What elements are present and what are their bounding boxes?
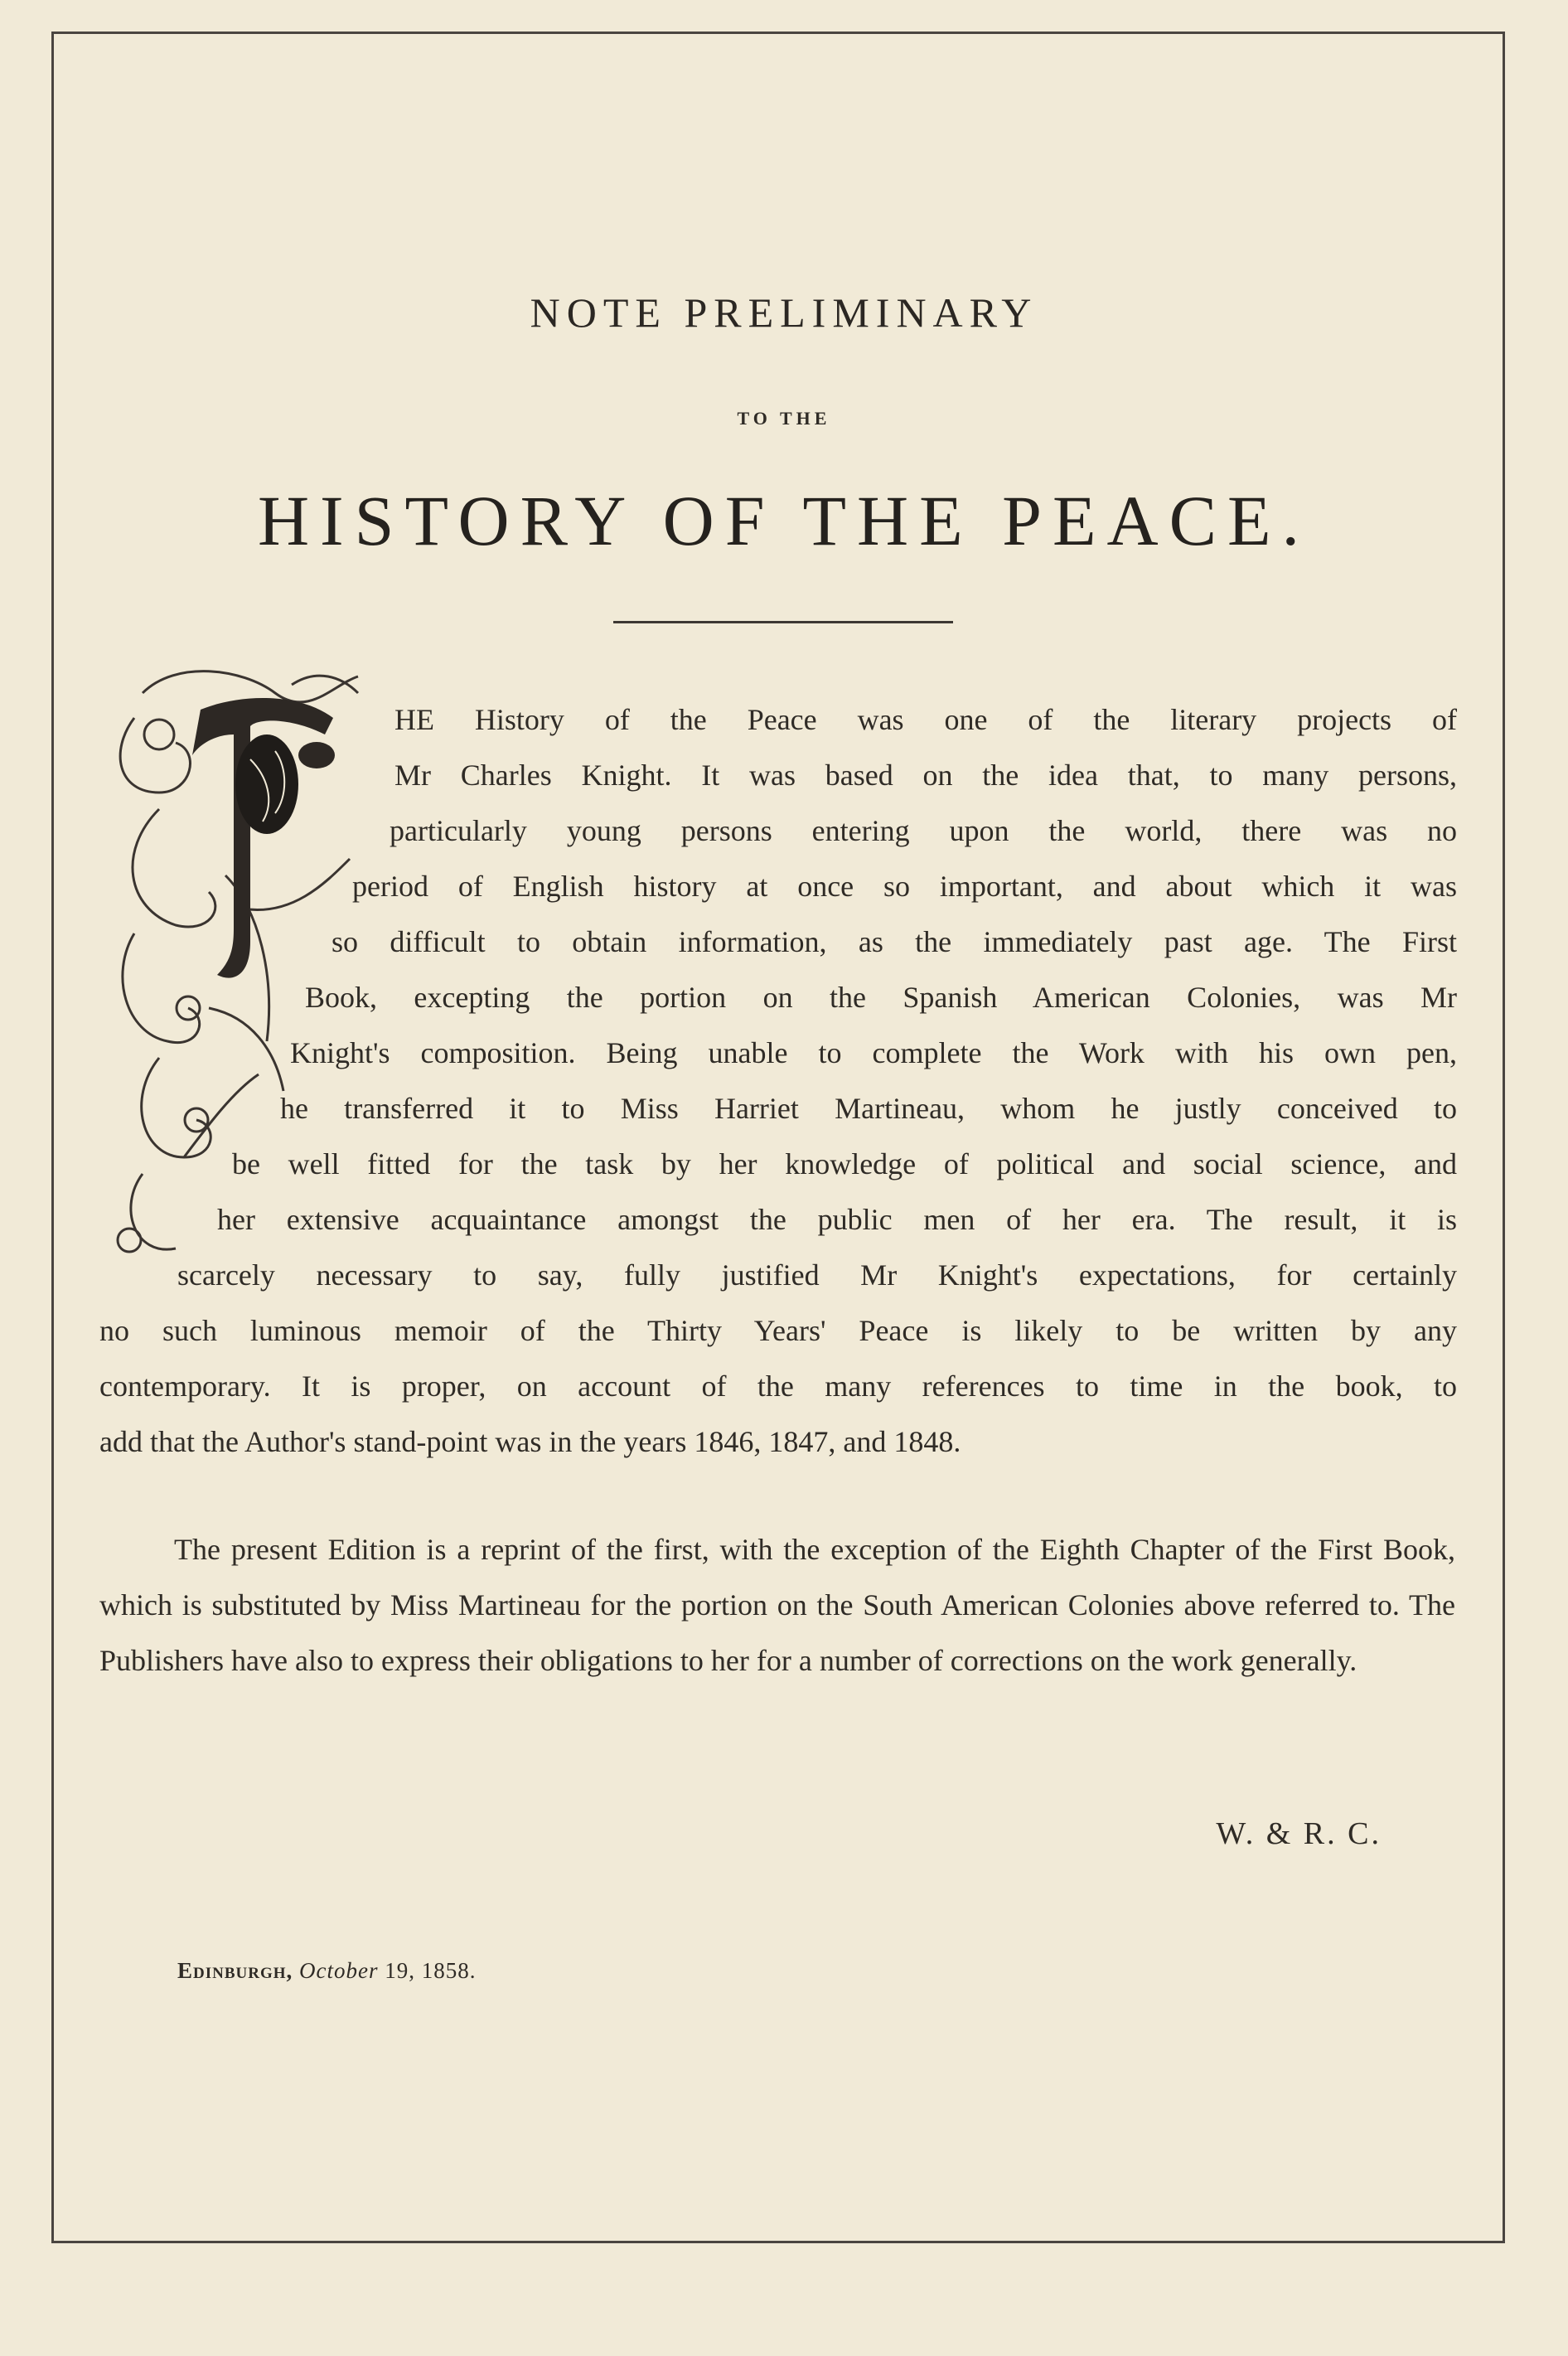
heading-note-preliminary: NOTE PRELIMINARY	[530, 289, 1038, 336]
paragraph-1-line: no such luminous memoir of the Thirty Years' Peace is likely to be written by any	[99, 1314, 1457, 1347]
paragraph-1-line: her extensive acquaintance amongst the public men of her era. The result, it is	[217, 1203, 1457, 1236]
paragraph-1-line: he transferred it to Miss Harriet Martineau, whom he justly conceived to	[280, 1092, 1457, 1125]
paragraph-2: The present Edition is a reprint of the first, with the exception of the Eighth Chapter of the First Book, which is substituted by Miss Martineau for the portion on the South American Colonies above referred to. The Publishers have also to express their obligations to her for a number of corrections on the work generally.	[99, 1533, 1455, 1677]
paragraph-1-line: be well fitted for the task by her knowledge of political and social science, and	[232, 1147, 1457, 1180]
heading-history-of-the-peace: HISTORY OF THE PEACE.	[257, 481, 1311, 560]
paragraph-1-line: Knight's composition. Being unable to complete the Work with his own pen,	[290, 1036, 1457, 1069]
dateline-date: 19, 1858.	[385, 1958, 477, 1983]
paragraph-1-line: period of English history at once so important, and about which it was	[352, 870, 1457, 903]
paragraph-1-line: Mr Charles Knight. It was based on the idea that, to many persons,	[394, 759, 1457, 792]
paragraph-1-line: contemporary. It is proper, on account of the many references to time in the book, to	[99, 1369, 1457, 1403]
paragraph-1-line: add that the Author's stand-point was in the years 1846, 1847, and 1848.	[99, 1425, 961, 1458]
paragraph-1-line: scarcely necessary to say, fully justified Mr Knight's expectations, for certainly	[177, 1258, 1457, 1292]
paragraph-1-line: so difficult to obtain information, as the immediately past age. The First	[332, 925, 1457, 958]
paragraph-1-line: Book, excepting the portion on the Spanish American Colonies, was Mr	[305, 981, 1457, 1014]
paragraph-1-line: HE History of the Peace was one of the literary projects of	[394, 703, 1457, 736]
dateline-place: Edinburgh,	[177, 1958, 293, 1983]
dateline	[177, 1958, 477, 1984]
signature: W. & R. C.	[1216, 1816, 1382, 1851]
heading-to-the: TO THE	[737, 408, 831, 429]
dateline-month: October	[299, 1958, 379, 1983]
title-rule	[613, 621, 953, 623]
paragraph-1-line: particularly young persons entering upon the world, there was no	[390, 814, 1457, 847]
